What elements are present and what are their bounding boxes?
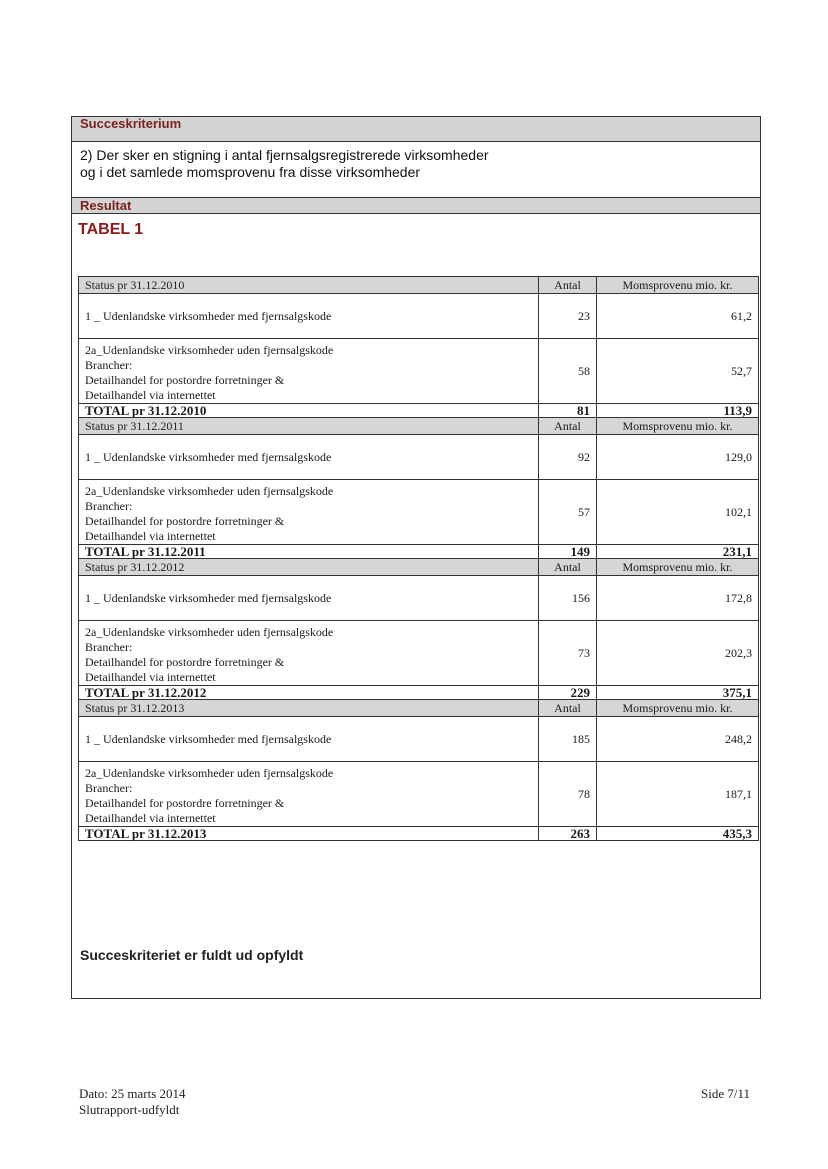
table-row: [79, 294, 759, 339]
row-label: 1 _ Udenlandske virksomheder med fjernsalgskode: [79, 576, 539, 621]
row-label-line: Brancher:: [85, 358, 133, 372]
row-label: 1 _ Udenlandske virksomheder med fjernsalgskode: [79, 717, 539, 762]
status-header-row: [79, 559, 759, 576]
table-row: [79, 717, 759, 762]
row-momsprovenu: 102,1: [597, 480, 759, 545]
status-header-row: [79, 418, 759, 435]
row-momsprovenu: 61,2: [597, 294, 759, 339]
footer-document-name: Slutrapport-udfyldt: [79, 1102, 180, 1117]
row-label-line: Brancher:: [85, 499, 133, 513]
total-label: TOTAL pr 31.12.2013: [79, 827, 539, 841]
total-label: TOTAL pr 31.12.2010: [79, 404, 539, 418]
row-antal: 156: [539, 576, 597, 621]
row-antal: 92: [539, 435, 597, 480]
col-momsprovenu-header: Momsprovenu mio. kr.: [597, 559, 759, 576]
row-antal: 73: [539, 621, 597, 686]
status-header-row: [79, 700, 759, 717]
table-row: [79, 576, 759, 621]
row-label: [79, 762, 539, 827]
total-row: [79, 827, 759, 841]
row-label-line: Brancher:: [85, 640, 133, 654]
table-row: [79, 435, 759, 480]
col-antal-header: Antal: [539, 277, 597, 294]
table-title: TABEL 1: [78, 221, 144, 238]
col-antal-header: Antal: [539, 418, 597, 435]
row-label-line: Brancher:: [85, 781, 133, 795]
conclusion-text: Succeskriteriet er fuldt ud opfyldt: [80, 947, 304, 963]
row-label-line: Detailhandel via internettet: [85, 529, 216, 543]
total-momsprovenu: 231,1: [597, 545, 759, 559]
table-row: [79, 339, 759, 404]
row-label-line: 2a_Udenlandske virksomheder uden fjernsalgskode: [85, 625, 334, 639]
status-date: Status pr 31.12.2010: [79, 277, 539, 294]
total-antal: 263: [539, 827, 597, 841]
results-table: [78, 276, 759, 841]
total-antal: 229: [539, 686, 597, 700]
row-label: [79, 339, 539, 404]
row-label-line: Detailhandel for postordre forretninger &: [85, 796, 285, 810]
row-label: [79, 621, 539, 686]
row-label-line: Detailhandel via internettet: [85, 388, 216, 402]
row-label-line: Detailhandel for postordre forretninger &: [85, 373, 285, 387]
status-header-row: [79, 277, 759, 294]
col-momsprovenu-header: Momsprovenu mio. kr.: [597, 277, 759, 294]
row-label-line: 2a_Udenlandske virksomheder uden fjernsalgskode: [85, 766, 334, 780]
total-momsprovenu: 113,9: [597, 404, 759, 418]
status-date: Status pr 31.12.2012: [79, 559, 539, 576]
criterion-header: Succeskriterium: [72, 117, 760, 142]
row-label-line: 2a_Udenlandske virksomheder uden fjernsalgskode: [85, 343, 334, 357]
total-row: [79, 404, 759, 418]
row-label: [79, 480, 539, 545]
table-row: [79, 762, 759, 827]
row-momsprovenu: 52,7: [597, 339, 759, 404]
row-momsprovenu: 129,0: [597, 435, 759, 480]
row-antal: 57: [539, 480, 597, 545]
status-date: Status pr 31.12.2013: [79, 700, 539, 717]
table-row: [79, 621, 759, 686]
col-antal-header: Antal: [539, 559, 597, 576]
row-label-line: 2a_Udenlandske virksomheder uden fjernsalgskode: [85, 484, 334, 498]
total-label: TOTAL pr 31.12.2011: [79, 545, 539, 559]
page-number: Side 7/11: [701, 1086, 750, 1101]
row-antal: 23: [539, 294, 597, 339]
col-momsprovenu-header: Momsprovenu mio. kr.: [597, 418, 759, 435]
total-row: [79, 686, 759, 700]
table-row: [79, 480, 759, 545]
footer-date: Dato: 25 marts 2014: [79, 1086, 186, 1101]
row-momsprovenu: 202,3: [597, 621, 759, 686]
row-antal: 78: [539, 762, 597, 827]
result-header: Resultat: [72, 197, 760, 214]
row-momsprovenu: 187,1: [597, 762, 759, 827]
criterion-line-2: og i det samlede momsprovenu fra disse virksomheder: [80, 164, 421, 180]
total-label: TOTAL pr 31.12.2012: [79, 686, 539, 700]
row-label-line: Detailhandel via internettet: [85, 670, 216, 684]
row-antal: 58: [539, 339, 597, 404]
row-momsprovenu: 248,2: [597, 717, 759, 762]
total-momsprovenu: 375,1: [597, 686, 759, 700]
row-label: 1 _ Udenlandske virksomheder med fjernsalgskode: [79, 435, 539, 480]
row-antal: 185: [539, 717, 597, 762]
row-label-line: Detailhandel for postordre forretninger &: [85, 514, 285, 528]
total-momsprovenu: 435,3: [597, 827, 759, 841]
row-label: 1 _ Udenlandske virksomheder med fjernsalgskode: [79, 294, 539, 339]
row-label-line: Detailhandel via internettet: [85, 811, 216, 825]
criterion-line-1: 2) Der sker en stigning i antal fjernsalgsregistrerede virksomheder: [80, 147, 489, 163]
col-momsprovenu-header: Momsprovenu mio. kr.: [597, 700, 759, 717]
total-antal: 149: [539, 545, 597, 559]
col-antal-header: Antal: [539, 700, 597, 717]
total-antal: 81: [539, 404, 597, 418]
criterion-text: [80, 147, 680, 181]
total-row: [79, 545, 759, 559]
status-date: Status pr 31.12.2011: [79, 418, 539, 435]
footer: [79, 1086, 186, 1118]
row-label-line: Detailhandel for postordre forretninger &: [85, 655, 285, 669]
row-momsprovenu: 172,8: [597, 576, 759, 621]
